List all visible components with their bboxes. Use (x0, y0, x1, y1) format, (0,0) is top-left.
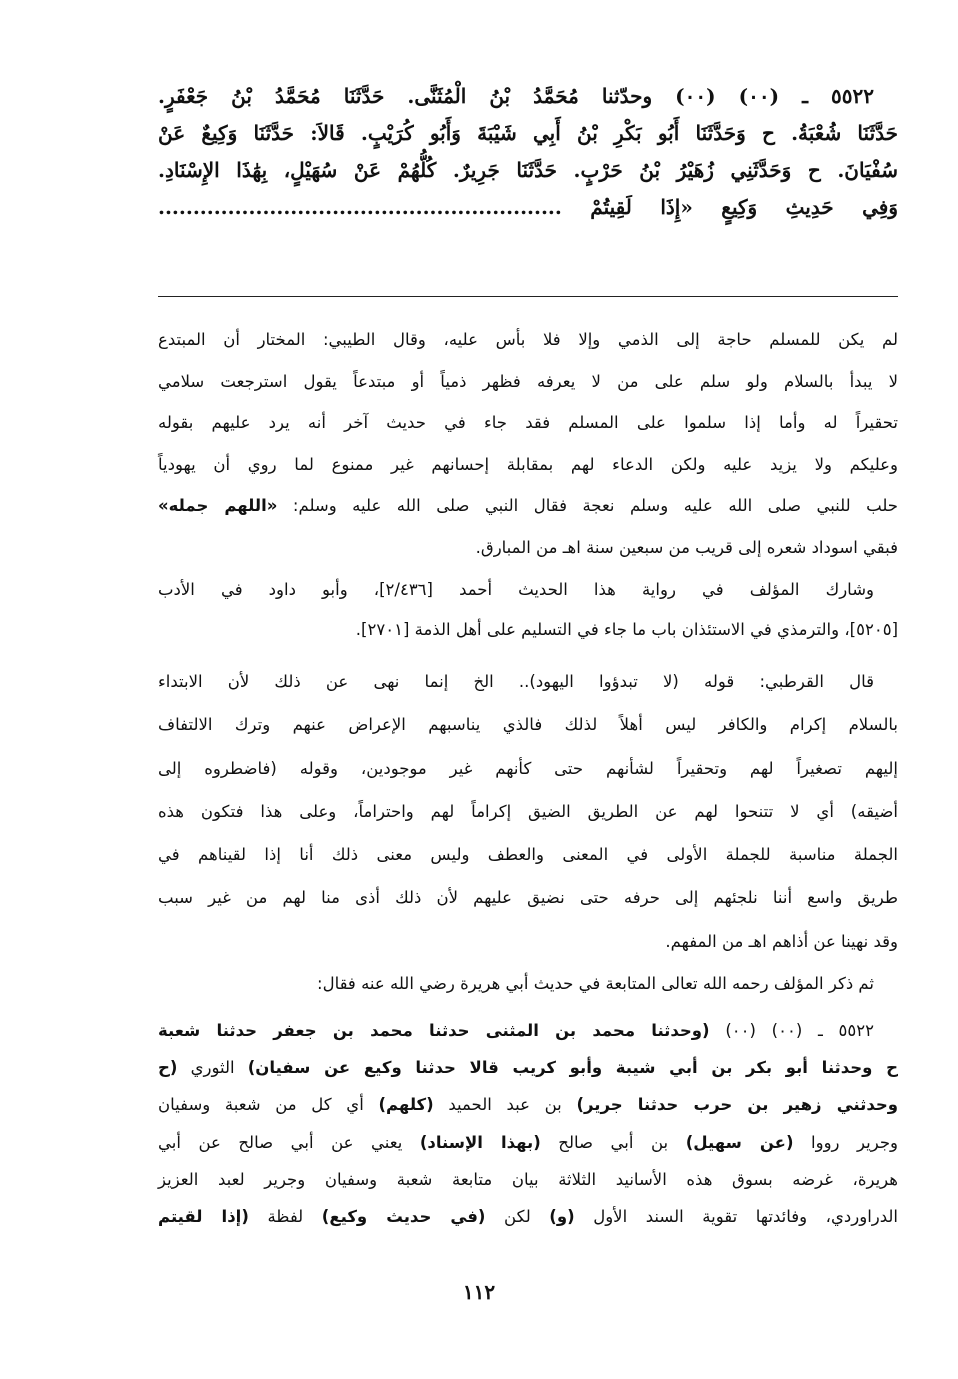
bold-text: (وحدثنا محمد بن المثنى حدثنا محمد بن جعفر حدثنا شعبة (158, 1021, 710, 1040)
commentary-paragraph (158, 964, 898, 1004)
bold-text: ح وحدثنا أبو بكر بن أبي شيبة وأبو كريب قالا حدثنا وكيع عن سفيان) (247, 1058, 898, 1078)
text-line (158, 703, 898, 746)
text-line (158, 610, 898, 650)
text-segment: وعليكم ولا يزيد عليه ولكن الدعاء لهم بمقابلة إحسانهم غير ممنوع لما روي أن يهودياً (158, 454, 898, 474)
text-segment: يعني عن أبي صالح عن أبي (158, 1132, 420, 1152)
text-line (158, 485, 898, 527)
text-segment: بن أبي صالح (540, 1132, 686, 1152)
bold-text: (كلهم) (378, 1095, 434, 1115)
bold-text: (إذا لقيتم (158, 1207, 249, 1227)
bold-text: (و) (549, 1207, 575, 1227)
text-line (158, 790, 898, 833)
bold-text: (عن سهيل) (685, 1132, 794, 1152)
text-segment: [٥٢٠٥]، والترمذي في الاستئذان باب ما جاء في التسليم على أهل الذمة [٢٧٠١]. (355, 620, 898, 639)
text-line (158, 660, 898, 703)
bold-text: (بهذا الإسناد) (419, 1132, 541, 1152)
text-line (158, 570, 898, 610)
text-segment: فبقي اسوداد شعره إلى قريب من سبعين سنة اهـ من المبارق. (475, 537, 898, 557)
text-segment: بالسلام إكرام والكافر ليس أهلاً لذلك فالذي يناسبهم الإعراض عنهم وترك الالتفاف (158, 715, 898, 735)
page-number: ١١٢ (462, 1280, 496, 1304)
text-line (158, 1161, 898, 1198)
bold-text: (ح (158, 1058, 178, 1078)
text-line (158, 319, 898, 361)
text-segment: هريرة، غرضه بسوق هذه الأسانيد الثلاثة بيان متابعة شعبة وسفيان وجرير لعبد العزيز (158, 1169, 898, 1189)
dot-leader: .......................................................... (158, 195, 562, 219)
text-line (158, 527, 898, 569)
text-segment: تحقيراً له وأما إذا سلموا على المسلم فقد جاء في حديث آخر أنه يرد عليهم بقوله (158, 413, 898, 432)
text-line (158, 115, 898, 152)
text-segment: ٥٥٢٢ ـ (٠٠) (٠٠) (709, 1021, 874, 1040)
text-segment: الثوري (177, 1058, 248, 1078)
text-segment: لكن (485, 1207, 550, 1227)
text-segment: إليهم تصغيراً لهم وتحقيراً لشأنهم حتى كأنهم غير موجودين، وقوله (فاضطروه إلى (158, 758, 898, 778)
text-segment: طريق واسع أننا نلجئهم إلى حرفه حتى نضيق عليهم لأن ذلك أذى منا لهم من غير سبب (158, 888, 898, 908)
text-line (158, 1049, 898, 1086)
footnote-divider (158, 296, 898, 297)
text-line (158, 444, 898, 486)
text-line (158, 152, 898, 189)
text-segment: قال القرطبي: قوله (لا تبدؤوا اليهود).. الخ إنما نهى عن ذلك لأن الابتداء (158, 672, 874, 691)
text-segment: الجملة مناسبة للجملة الأولى في المعنى والعطف وليس معنى ذلك أنا إذا لقيناهم في (158, 845, 898, 865)
text-line (158, 1086, 898, 1123)
text-line (158, 361, 898, 403)
commentary-paragraph (158, 319, 898, 568)
text-line (158, 833, 898, 876)
text-segment: أضيقه) أي لا تتنحوا لهم عن الطريق الضيق إكراماً لهم واحتراماً، وعلى هذا فتكون هذه (158, 801, 898, 821)
text-segment: حَدَّثَنَا شُعْبَةُ. ح وَحَدَّثَنَا أَبُو بَكْرِ بْنُ أَبِي شَيْبَةَ وَأَبُو كُرَيْبٍ. قَالاَ: حَدَّثَنَا وَكِيعٌ عَنْ (158, 121, 898, 145)
text-segment: وجرير رووا (793, 1132, 899, 1152)
text-segment: حلب للنبي صلى الله عليه وسلم نعجة فقال النبي صلى الله عليه وسلم: (277, 496, 898, 515)
text-line (158, 1012, 898, 1049)
text-segment: بن عبد الحميد (433, 1095, 577, 1115)
text-segment: لا يبدأ بالسلام ولو سلم على من لا يعرفه فظهر ذمياً أو مبتدعاً يقول استرجعت سلامي (158, 371, 898, 391)
bold-text: وحدثني زهير بن حرب حدثنا جرير) (576, 1095, 899, 1115)
text-line (158, 1198, 898, 1235)
bold-text: (في حديث وكيع) (321, 1207, 486, 1227)
text-segment: وقد نهينا عن أذاهم اهـ من المفهم. (665, 931, 898, 951)
text-line (158, 920, 898, 963)
text-segment: الدراوردي، وفائدتها تقوية السند الأول (574, 1207, 899, 1227)
text-line (158, 747, 898, 790)
text-line (158, 402, 898, 444)
text-segment: ٥٥٢٢ ـ (٠٠) (٠٠) وحدّثنا مُحَمَّدُ بْنُ الْمُثَنَّى. حَدَّثَنَا مُحَمَّدُ بْنُ جَعْفَرٍ. (158, 84, 875, 108)
text-line (158, 78, 898, 115)
text-segment: لفظة (248, 1207, 322, 1227)
text-line (158, 1124, 898, 1161)
text-segment: سُفْيَانَ. ح وَحَدَّثَنِي زُهَيْرُ بْنُ حَرْبٍ. حَدَّثَنَا جَرِيرٌ. كُلُّهُمْ عَنْ سُهَيْلٍ، بِهَٰذَا الإِسْنَادِ. (158, 158, 898, 182)
commentary-paragraph (158, 660, 898, 963)
text-segment: أي كل من شعبة وسفيان (158, 1095, 379, 1115)
hadith-text (158, 78, 898, 226)
text-segment: ثم ذكر المؤلف رحمه الله تعالى المتابعة في حديث أبي هريرة رضي الله عنه فقال: (317, 974, 874, 993)
text-line (158, 189, 898, 226)
bold-text: «اللهم جمله» (158, 496, 278, 515)
text-segment: لم يكن للمسلم حاجة إلى الذمي وإلا فلا بأس عليه، وقال الطيبي: المختار أن المبتدع (158, 330, 898, 349)
text-line (158, 876, 898, 919)
text-line (158, 964, 898, 1004)
commentary-paragraph (158, 1012, 898, 1235)
text-segment: وَفِي حَدِيثِ وَكِيعٍ «إِذَا لَقِيتُمْ (561, 195, 898, 219)
commentary-paragraph (158, 570, 898, 650)
text-segment: وشارك المؤلف في رواية هذا الحديث أحمد [٢/٤٣٦]، وأبو داود في الأدب (158, 580, 874, 599)
